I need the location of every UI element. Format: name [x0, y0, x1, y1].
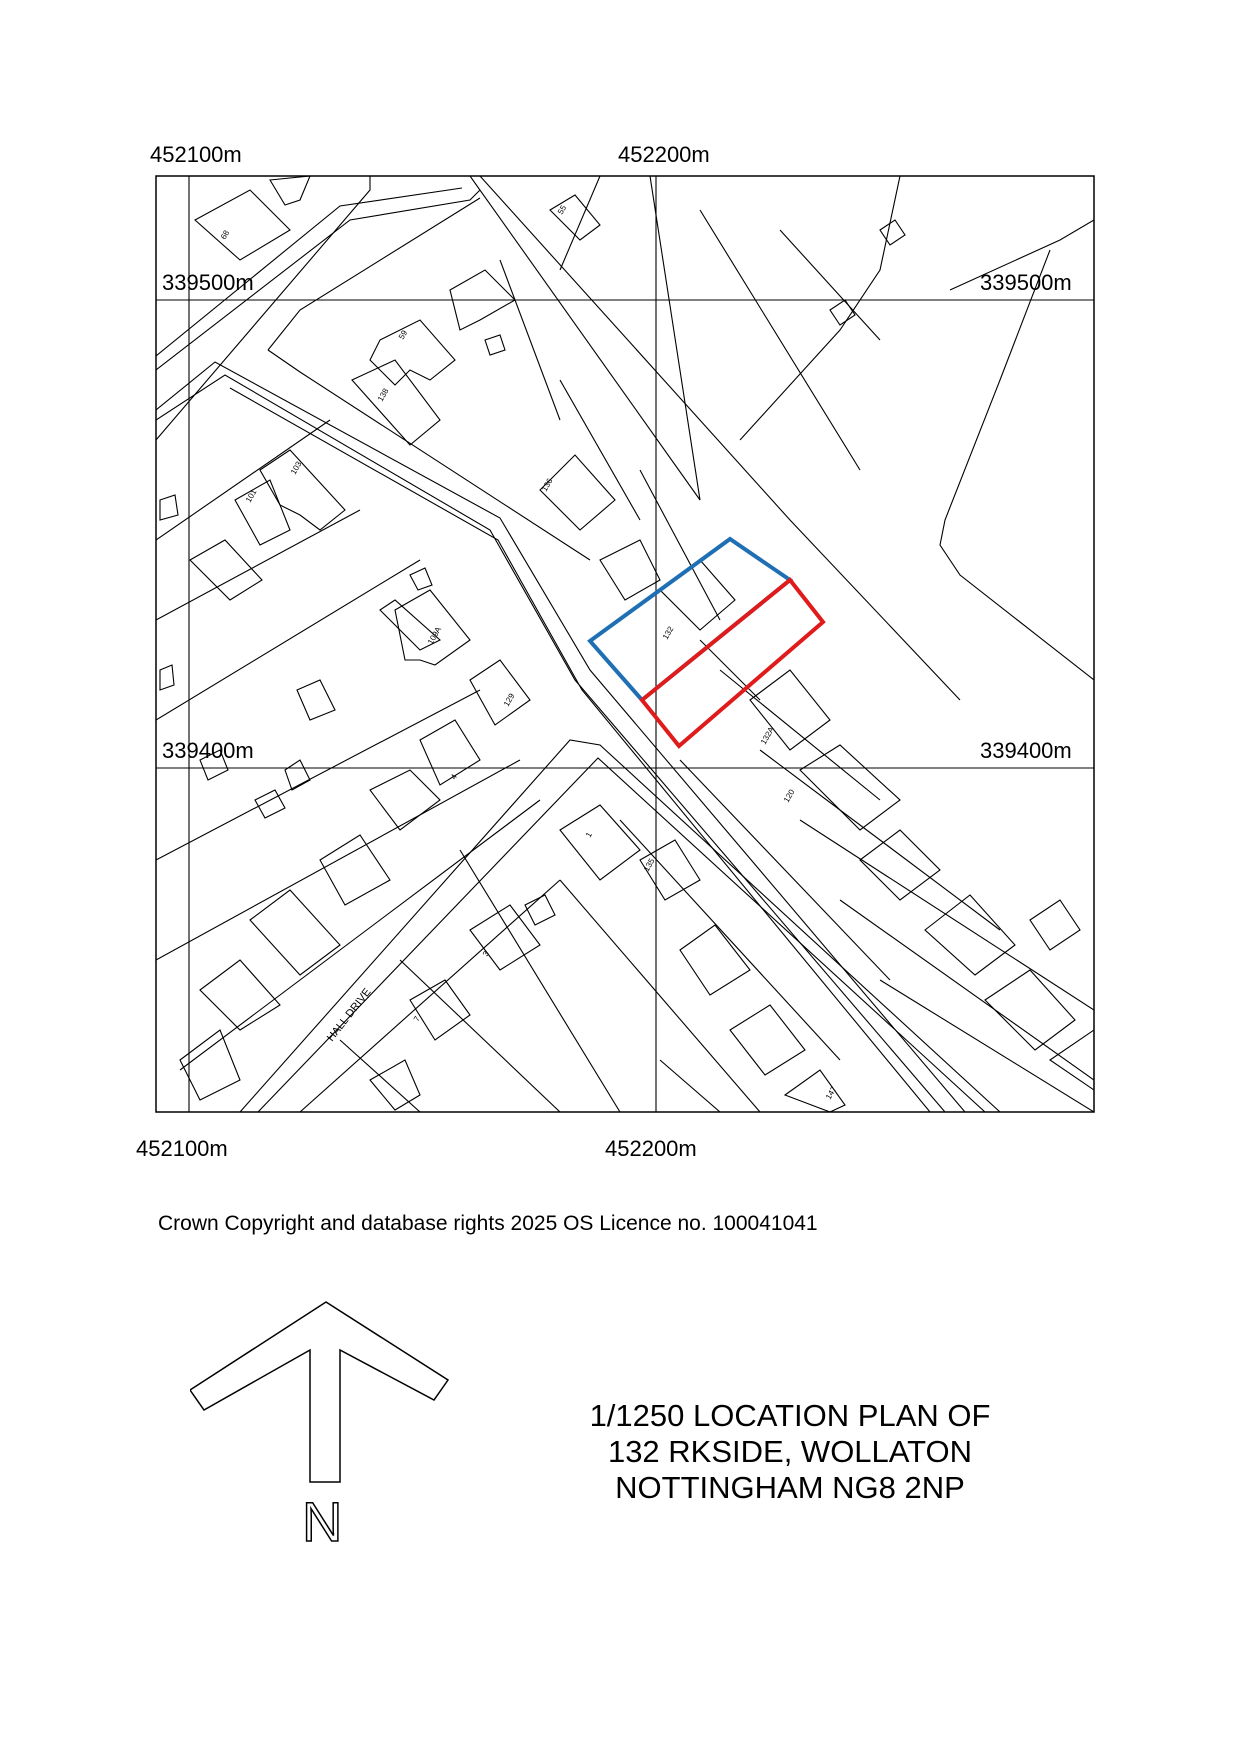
title-line-2: 132 RKSIDE, WOLLATON: [607, 1434, 973, 1469]
title-line-1: 1/1250 LOCATION PLAN OF: [589, 1398, 991, 1433]
north-arrow-icon: [190, 1300, 460, 1500]
hall-drive-road: [156, 176, 1000, 1112]
house-number: 4: [448, 772, 459, 781]
house-number: 135: [641, 856, 657, 873]
grid-label-top-mid: 452200m: [618, 142, 710, 167]
house-number: 55: [555, 203, 569, 216]
north-letter: N: [302, 1490, 343, 1553]
house-number: 59: [396, 328, 410, 341]
grid-label-bottom-left: 452100m: [136, 1136, 228, 1161]
house-number: 147: [823, 1084, 839, 1101]
house-number: 1: [583, 830, 594, 839]
copyright-notice: Crown Copyright and database rights 2025 OS Licence no. 100041041: [158, 1212, 818, 1235]
grid-label-left-upper: 339500m: [162, 270, 254, 295]
house-number: 136: [539, 476, 555, 493]
house-number: 120: [781, 787, 797, 804]
house-number: 7: [411, 1014, 422, 1023]
red-boundary: [642, 580, 823, 746]
house-number: 132A: [758, 725, 777, 746]
plan-title: [540, 1398, 1040, 1506]
house-number: 68: [218, 228, 232, 241]
house-number: 3: [480, 949, 491, 958]
house-number: 109A: [425, 625, 444, 646]
house-number: 101: [243, 487, 259, 504]
grid-label-right-lower: 339400m: [980, 738, 1072, 763]
open-parcel: [940, 250, 1094, 680]
grid-label-top-left: 452100m: [150, 142, 242, 167]
grid-label-right-upper: 339500m: [980, 270, 1072, 295]
grid-label-left-lower: 339400m: [162, 738, 254, 763]
house-number: 103: [288, 459, 304, 476]
house-number: 138: [375, 386, 391, 403]
buildings: [160, 176, 1094, 1112]
house-number: 129: [501, 691, 517, 708]
house-number: 132: [660, 624, 676, 641]
title-line-3: NOTTINGHAM NG8 2NP: [615, 1470, 965, 1505]
street-label: HALL DRIVE: [324, 986, 374, 1044]
main-road: [156, 176, 965, 1112]
grid-label-bottom-mid: 452200m: [605, 1136, 697, 1161]
